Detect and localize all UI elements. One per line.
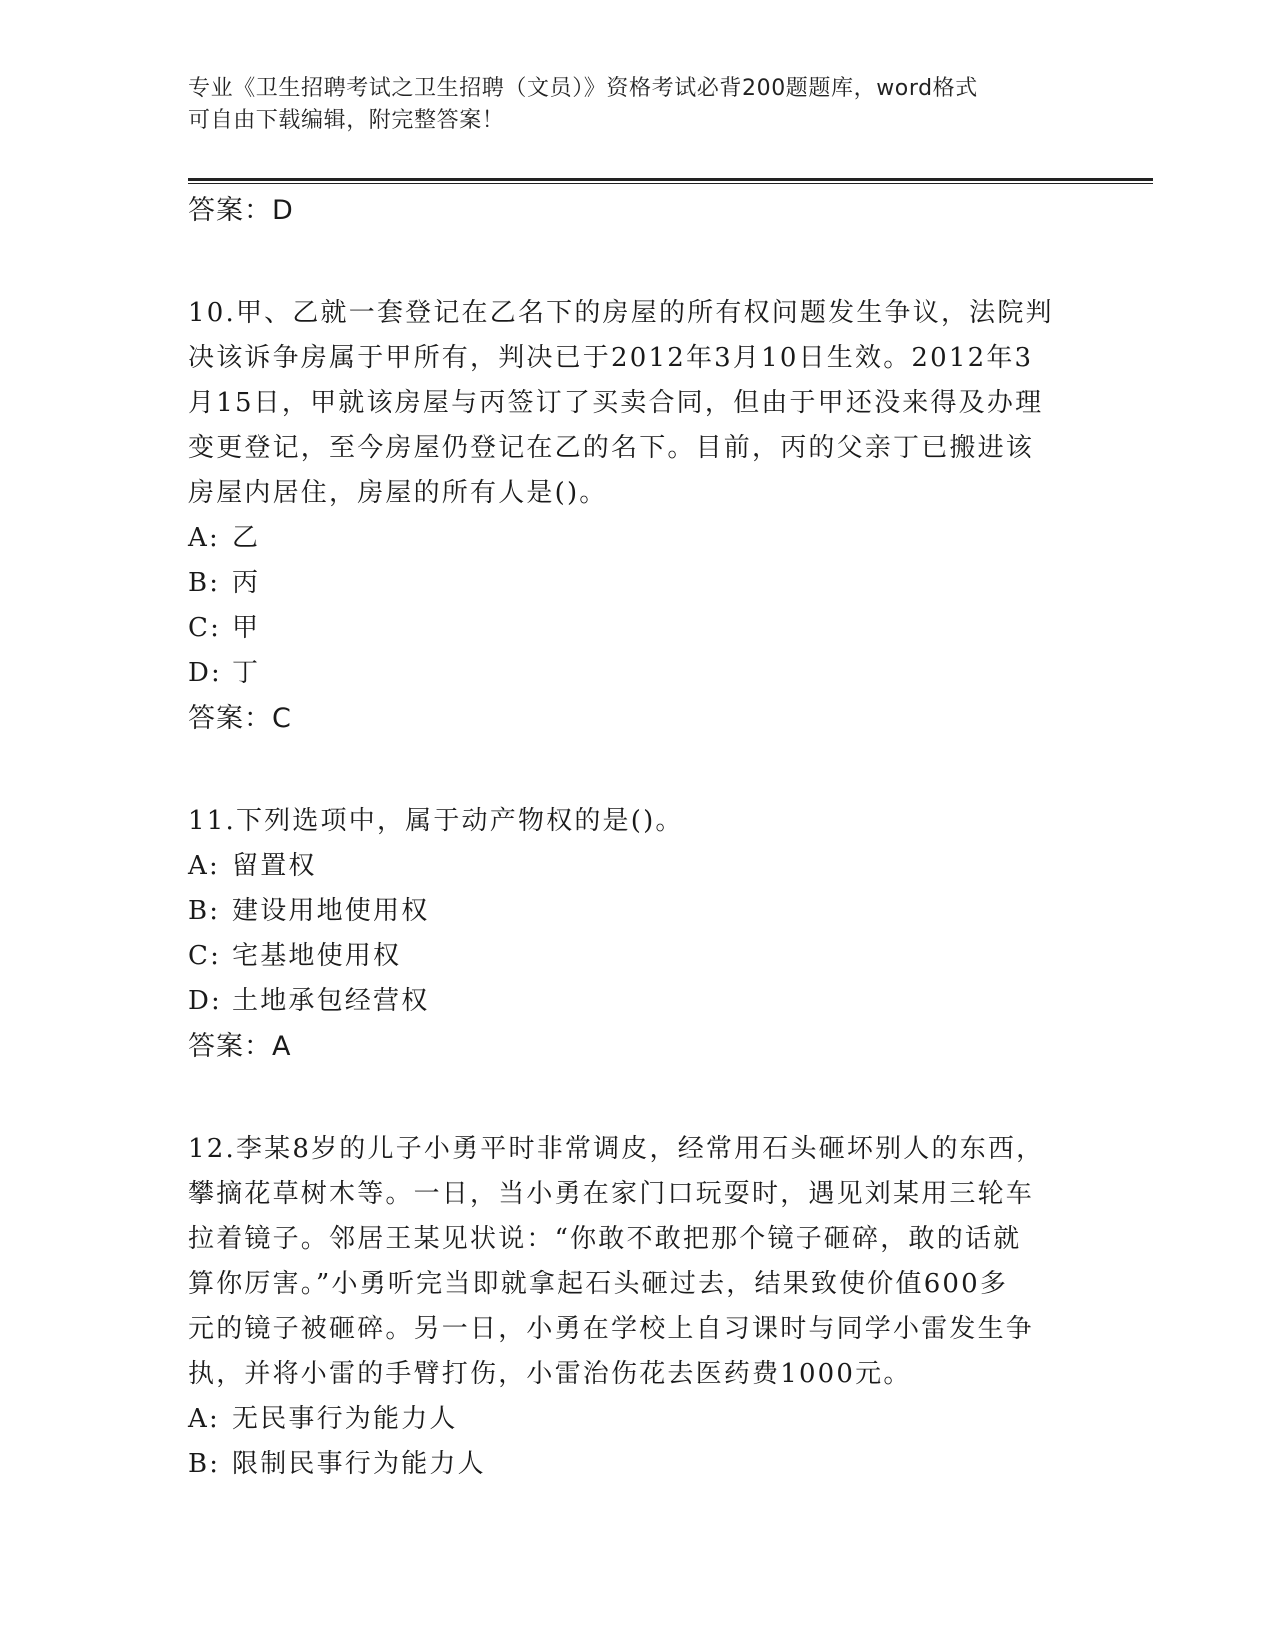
option-key: A: — [188, 523, 220, 553]
question-line: 攀摘花草树木等。一日，当小勇在家门口玩耍时，遇见刘某用三轮车 — [188, 1179, 1035, 1209]
option-a — [188, 516, 1088, 561]
option-key: A: — [188, 1404, 220, 1434]
question-line: 月15日，甲就该房屋与丙签订了买卖合同，但由于甲还没来得及办理 — [188, 388, 1044, 418]
option-text: 留置权 — [232, 851, 317, 881]
option-text: 建设用地使用权 — [232, 896, 430, 926]
option-text: 土地承包经营权 — [232, 986, 430, 1016]
option-b — [188, 561, 1088, 606]
question-line: 拉着镜子。邻居王某见状说：“你敢不敢把那个镜子砸碎，敢的话就 — [188, 1224, 1022, 1254]
option-text: 甲 — [232, 613, 261, 643]
question-line: 11.下列选项中，属于动产物权的是()。 — [188, 806, 684, 836]
option-text: 无民事行为能力人 — [232, 1404, 458, 1434]
option-key: D: — [188, 986, 223, 1016]
question-line: 12.李某8岁的儿子小勇平时非常调皮，经常用石头砸坏别人的东西， — [188, 1134, 1045, 1164]
option-key: B: — [188, 896, 221, 926]
question-line: 执，并将小雷的手臂打伤，小雷治伤花去医药费1000元。 — [188, 1359, 912, 1389]
question-content — [188, 188, 1088, 1487]
option-d — [188, 651, 1088, 696]
question-line: 决该诉争房属于甲所有，判决已于2012年3月10日生效。2012年3 — [188, 343, 1034, 373]
option-key: D: — [188, 658, 223, 688]
question-12 — [188, 1127, 1088, 1487]
option-b — [188, 1442, 1088, 1487]
option-key: B: — [188, 568, 221, 598]
question-line: 房屋内居住，房屋的所有人是()。 — [188, 478, 608, 508]
option-text: 丙 — [232, 568, 261, 598]
answer-previous: 答案：D — [188, 195, 294, 226]
option-text: 丁 — [232, 658, 261, 688]
option-c — [188, 934, 1088, 979]
option-key: C: — [188, 613, 222, 643]
option-text: 宅基地使用权 — [232, 941, 402, 971]
question-text — [188, 1127, 1088, 1397]
option-a — [188, 844, 1088, 889]
document-header — [188, 73, 1088, 137]
option-key: A: — [188, 851, 220, 881]
option-c — [188, 606, 1088, 651]
option-d — [188, 979, 1088, 1024]
header-line-1: 专业《卫生招聘考试之卫生招聘（文员）》资格考试必背200题题库，word格式 — [188, 76, 978, 101]
option-a — [188, 1397, 1088, 1442]
option-b — [188, 889, 1088, 934]
question-text — [188, 291, 1088, 516]
header-divider — [188, 178, 1153, 184]
option-key: C: — [188, 941, 222, 971]
question-11 — [188, 799, 1088, 1069]
question-text — [188, 799, 1088, 844]
header-line-2: 可自由下载编辑，附完整答案！ — [188, 108, 505, 133]
option-text: 乙 — [232, 523, 261, 553]
option-text: 限制民事行为能力人 — [232, 1449, 486, 1479]
answer-q10: 答案：C — [188, 703, 292, 734]
option-key: B: — [188, 1449, 221, 1479]
question-line: 10.甲、乙就一套登记在乙名下的房屋的所有权问题发生争议，法院判 — [188, 298, 1054, 328]
answer-q11: 答案：A — [188, 1031, 292, 1062]
question-line: 变更登记，至今房屋仍登记在乙的名下。目前，丙的父亲丁已搬进该 — [188, 433, 1035, 463]
question-line: 元的镜子被砸碎。另一日，小勇在学校上自习课时与同学小雷发生争 — [188, 1314, 1035, 1344]
question-10 — [188, 291, 1088, 741]
question-line: 算你厉害。”小勇听完当即就拿起石头砸过去，结果致使价值600多 — [188, 1269, 1009, 1299]
